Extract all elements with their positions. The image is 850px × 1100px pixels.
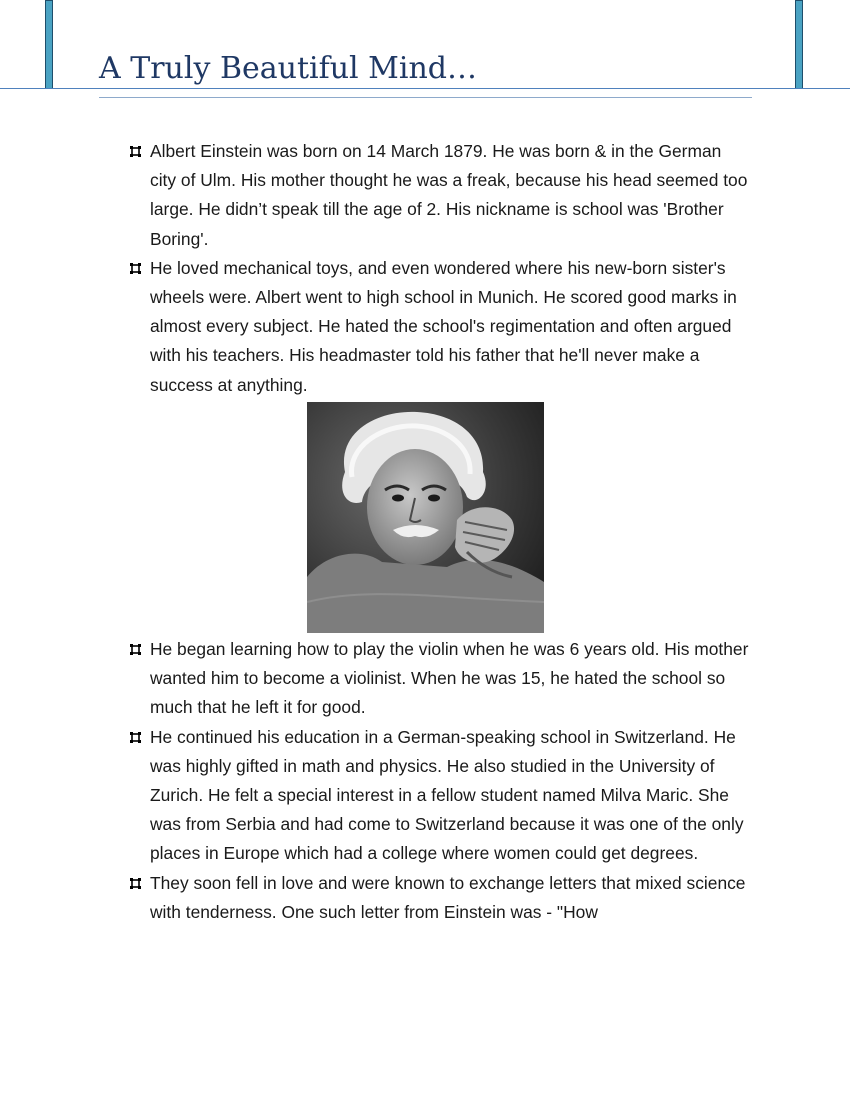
page-title: A Truly Beautiful Mind… bbox=[99, 51, 478, 86]
bullet-text: He continued his education in a German-speaking school in Switzerland. He was highly gifted in math and physics. He also studied in the University of Zurich. He felt a special interest in a fellow student named Milva Maric. She was from Serbia and had come to Switzerland because it was one of the only places in Europe which had a college where women could get degrees. bbox=[150, 726, 744, 864]
list-item bbox=[127, 869, 752, 927]
square-bullet-icon bbox=[129, 643, 142, 656]
bullet-list-top bbox=[127, 137, 752, 400]
list-item bbox=[127, 635, 752, 723]
header-right-accent-bar bbox=[795, 0, 803, 89]
list-item bbox=[127, 723, 752, 869]
list-item bbox=[127, 137, 752, 254]
header-left-accent-bar bbox=[45, 0, 53, 89]
bullet-text: He began learning how to play the violin when he was 6 years old. His mother wanted him to become a violinist. When he was 15, he hated the school so much that he left it for good. bbox=[150, 639, 749, 718]
square-bullet-icon bbox=[129, 262, 142, 275]
square-bullet-icon bbox=[129, 145, 142, 158]
bullet-text: He loved mechanical toys, and even wondered where his new-born sister's wheels were. Albert went to high school in Munich. He scored good marks in almost every subject. He hated the school's regimentation and often argued with his teachers. His headmaster told his father that he'll never make a success at anything. bbox=[150, 257, 737, 395]
square-bullet-icon bbox=[129, 731, 142, 744]
bullet-list-bottom bbox=[127, 635, 752, 927]
list-item bbox=[127, 254, 752, 400]
title-underline bbox=[99, 97, 752, 98]
header-divider-line bbox=[0, 88, 850, 89]
bullet-text: They soon fell in love and were known to exchange letters that mixed science with tenderness. One such letter from Einstein was - "How bbox=[150, 872, 746, 922]
bullet-text: Albert Einstein was born on 14 March 1879. He was born & in the German city of Ulm. His mother thought he was a freak, because his head seemed too large. He didn’t speak till the age of 2. His nickname is school was 'Brother Boring'. bbox=[150, 141, 748, 249]
square-bullet-icon bbox=[129, 877, 142, 890]
portrait-photo bbox=[307, 402, 544, 633]
